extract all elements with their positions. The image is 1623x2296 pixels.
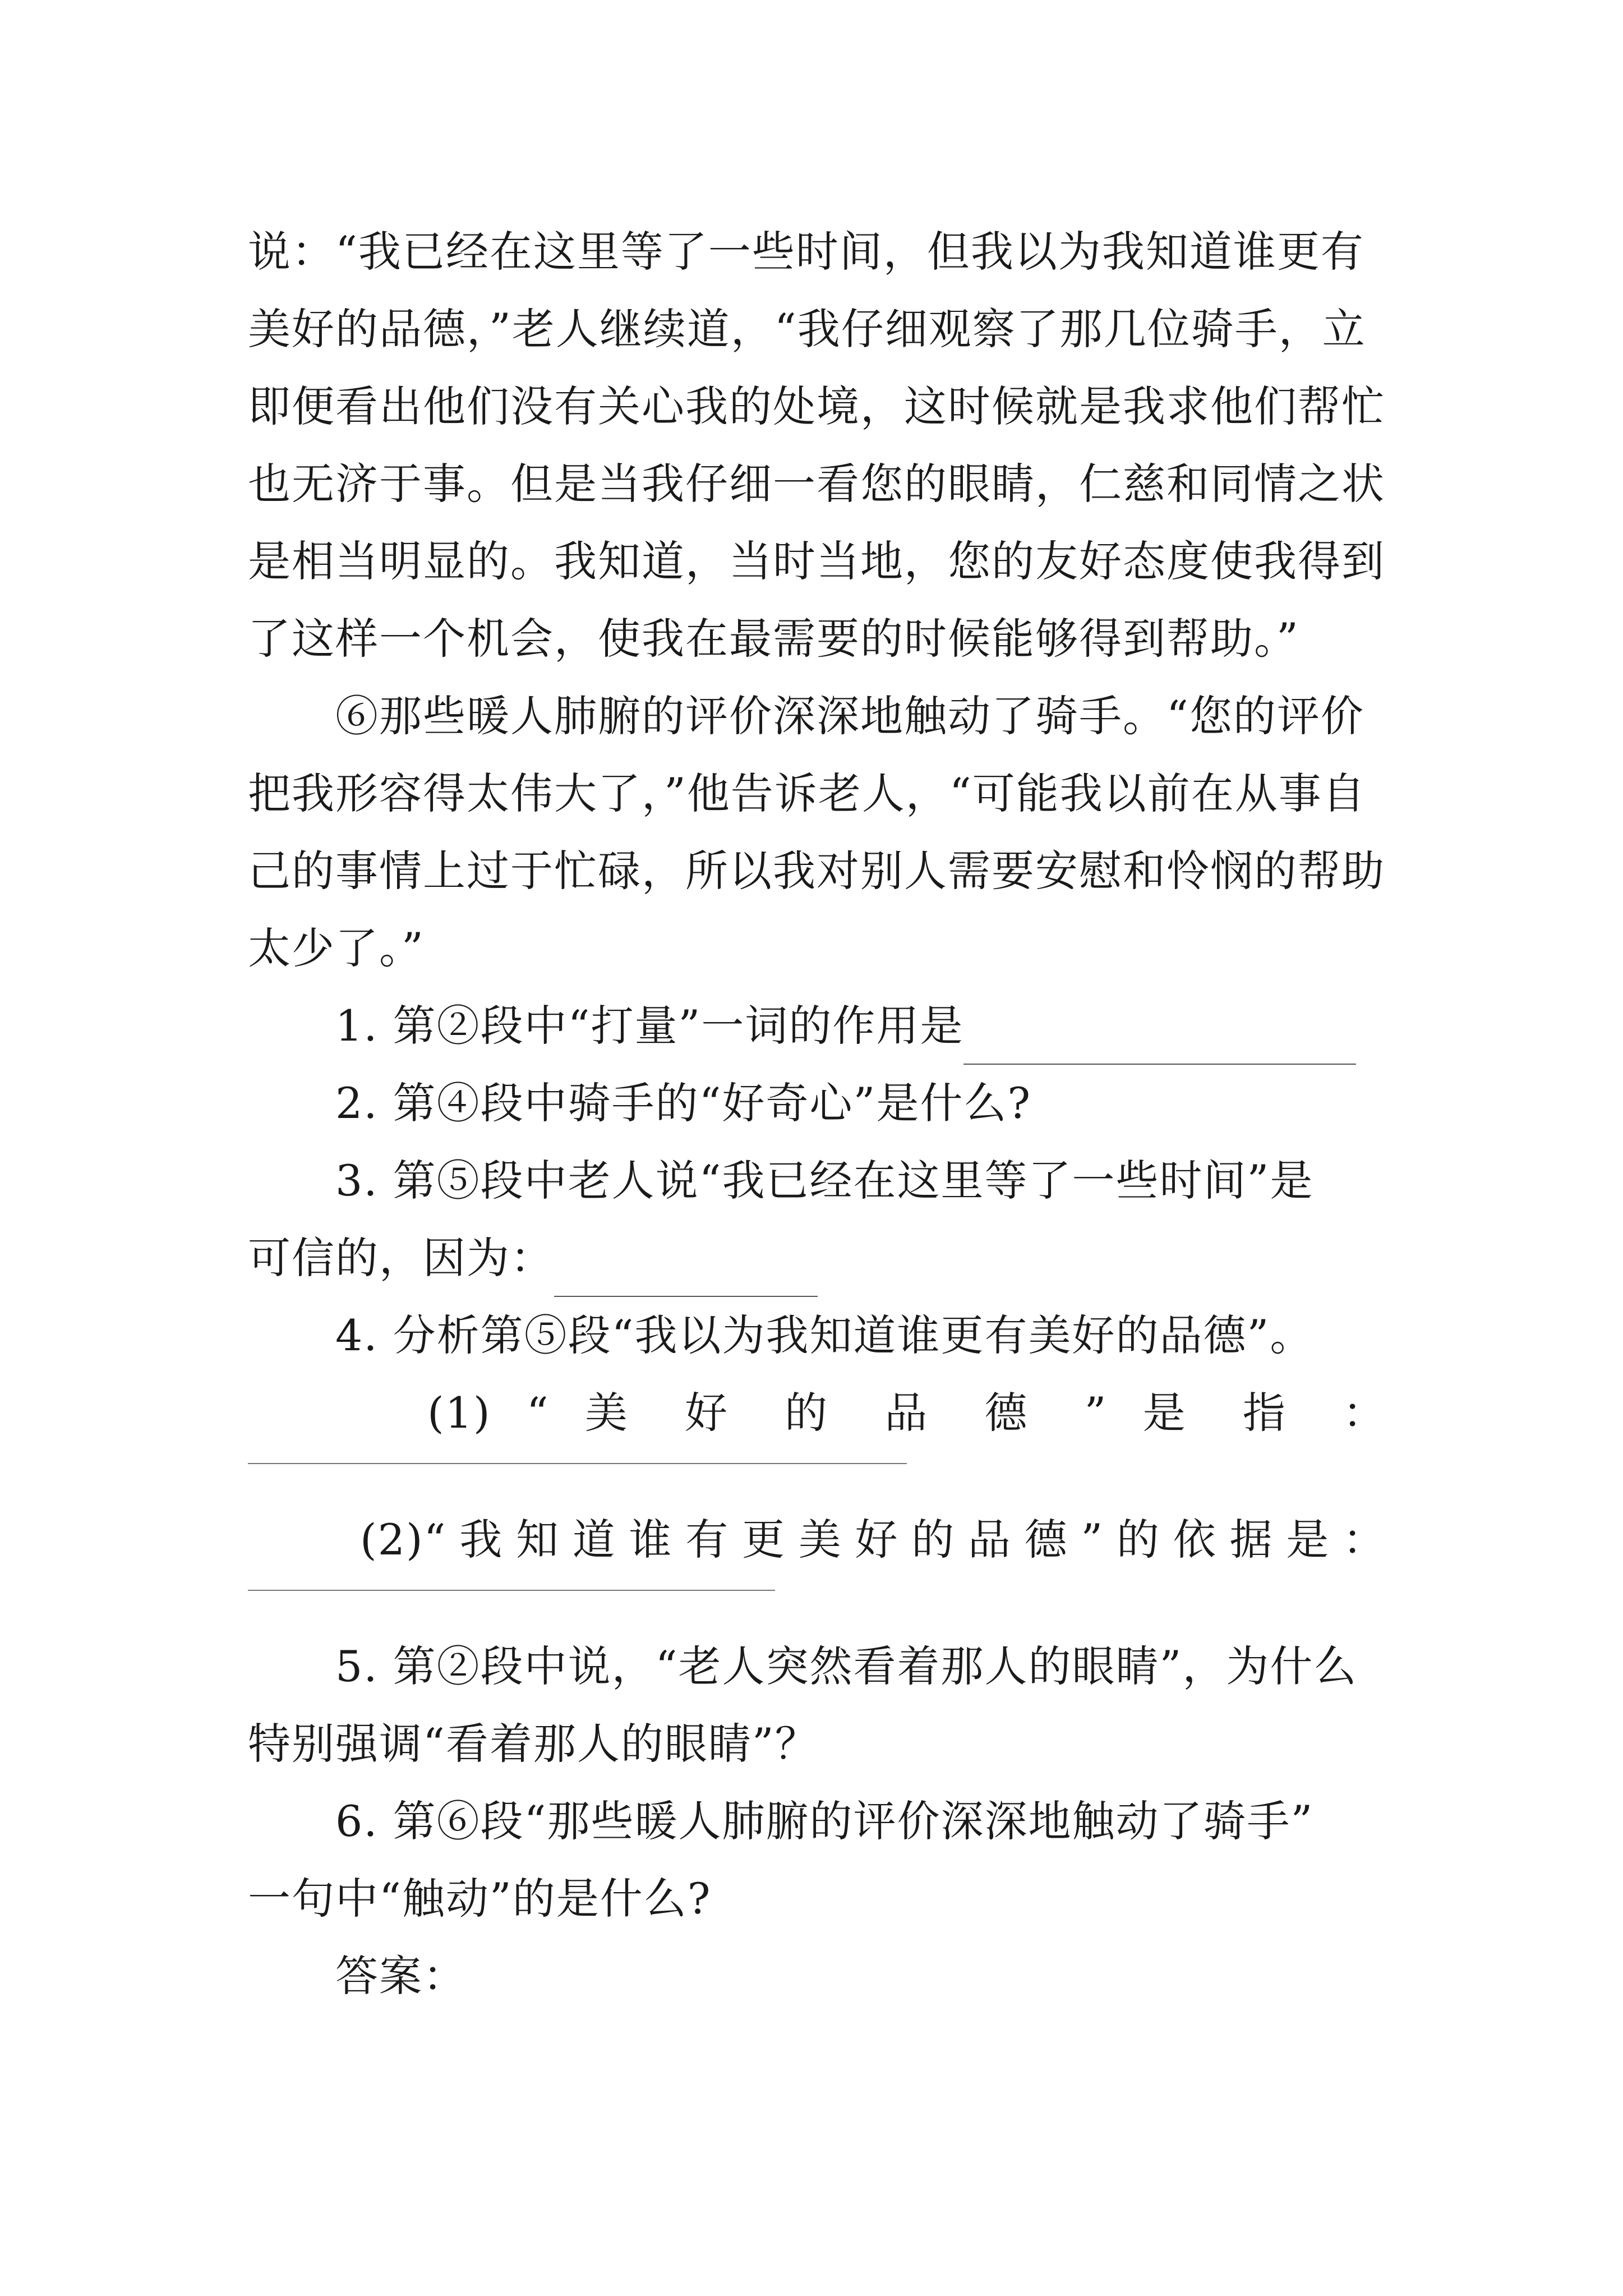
paragraph-6-start: ⑥那些暖人肺腑的评价深深地触动了骑手。“您的评价 [335,691,1364,741]
question-4-sub-2-answer-line[interactable] [248,1590,775,1591]
answer-label: 答案： [335,1951,467,2001]
passage-line: 了这样一个机会，使我在最需要的时候能够得到帮助。” [248,614,1299,664]
passage-line: 是相当明显的。我知道，当时当地，您的友好态度使我得到 [248,536,1385,586]
question-3-line-1: 3. 第⑤段中老人说“我已经在这里等了一些时间”是 [335,1156,1314,1205]
question-1-answer-blank[interactable] [963,1015,1356,1065]
document-page [248,213,1386,2015]
passage-line: 也无济于事。但是当我仔细一看您的眼睛，仁慈和同情之状 [248,459,1385,509]
question-3-answer-blank[interactable] [554,1248,818,1297]
question-1 [248,987,1386,1065]
question-5-line-2: 特别强调“看着那人的眼睛”？ [248,1719,819,1769]
question-1-text: 1. 第②段中“打量”一词的作用是 [335,1001,964,1051]
question-4: 4. 分析第⑤段“我以为我知道谁更有美好的品德”。 [335,1310,1314,1360]
passage-line: 把我形容得太伟大了，”他告诉老人，“可能我以前在从事自 [248,769,1366,818]
question-4-sub-1-blank-row [248,1452,1386,1501]
question-4-sub-2-blank-row [248,1579,1386,1628]
passage-line: 美好的品德，”老人继续道，“我仔细观察了那几位骑手，立 [248,304,1366,354]
passage-line: 己的事情上过于忙碌，所以我对别人需要安慰和怜悯的帮助 [248,846,1385,896]
question-3-line-2 [248,1220,1386,1297]
question-4-sub-1-answer-line[interactable] [248,1463,907,1464]
passage-line: 太少了。” [248,923,425,973]
question-3-text: 可信的，因为： [248,1233,554,1283]
passage-line: 即便看出他们没有关心我的处境，这时候就是我求他们帮忙 [248,381,1385,431]
question-4-sub-1: (1) “ 美 好 的 品 德 ” 是 指 ： [427,1388,1386,1438]
question-5-line-1: 5. 第②段中说，“老人突然看着那人的眼睛”，为什么 [335,1641,1358,1691]
question-6-line-2: 一句中“触动”的是什么? [248,1874,712,1924]
question-2: 2. 第④段中骑手的“好奇心”是什么? [335,1078,1032,1128]
question-6-line-1: 6. 第⑥段“那些暖人肺腑的评价深深地触动了骑手” [335,1796,1314,1846]
passage-line: 说：“我已经在这里等了一些时间，但我以为我知道谁更有 [248,227,1364,277]
question-4-sub-2: (2)“我知道谁有更美好的品德”的依据是： [360,1515,1386,1565]
